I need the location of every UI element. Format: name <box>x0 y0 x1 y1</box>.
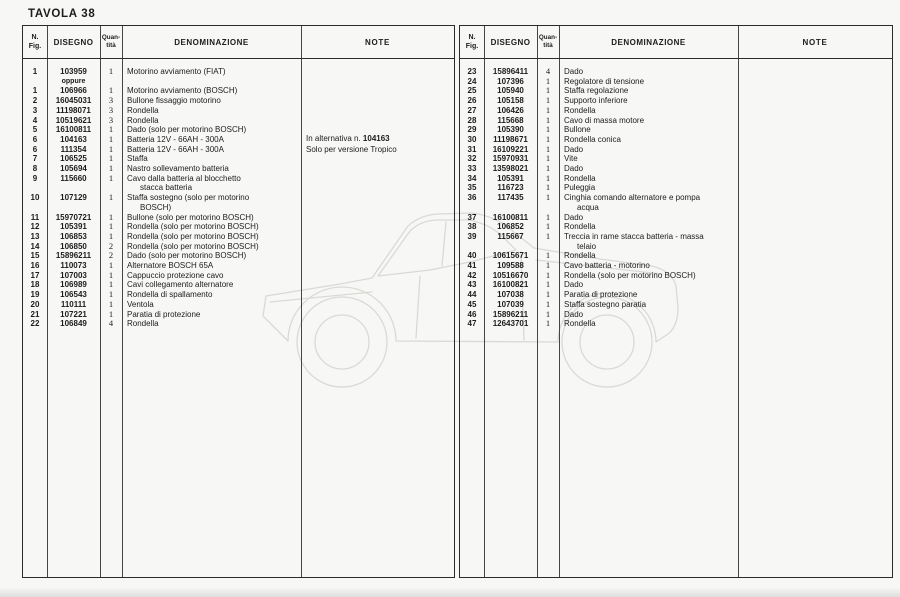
fig-cell: 31 <box>467 144 477 154</box>
denom-cell: Rondella <box>127 105 159 115</box>
qty-cell: 1 <box>108 279 114 290</box>
table-row <box>23 261 454 271</box>
table-row <box>460 310 892 320</box>
table-row <box>460 232 892 251</box>
fig-cell: 20 <box>30 299 40 309</box>
fig-cell: 17 <box>30 270 40 280</box>
column-header-fig <box>460 26 484 58</box>
fig-cell: 16 <box>30 261 40 271</box>
denom-cell: Cinghia comando alternatore e pompa acqua <box>559 193 892 212</box>
table-row <box>460 271 892 281</box>
denom-cell: Regolatore di tensione <box>564 76 645 86</box>
denom-cell: Bullone (solo per motorino BOSCH) <box>127 212 254 222</box>
qty-cell: 3 <box>108 114 114 125</box>
table-row <box>460 300 892 310</box>
disegno-alt-label: oppure <box>61 77 86 85</box>
column-header-qty-line1: Quan- <box>101 33 121 41</box>
table-row <box>460 174 892 184</box>
fig-cell: 21 <box>30 309 40 319</box>
fig-cell: 22 <box>30 319 40 329</box>
denom-cell: Cavo batteria - motorino <box>564 261 650 271</box>
fig-cell: 42 <box>467 270 477 280</box>
denom-cell: Rondella di spallamento <box>127 290 213 300</box>
qty-cell: 1 <box>108 133 114 144</box>
fig-cell: 1 <box>32 67 38 76</box>
qty-cell: 1 <box>108 85 114 96</box>
denom-cell: Rondella (solo per motorino BOSCH) <box>564 270 696 280</box>
table-row <box>460 125 892 135</box>
fig-cell: 44 <box>467 290 477 300</box>
table-row <box>23 271 454 281</box>
qty-cell: 1 <box>108 298 114 309</box>
fig-cell: 23 <box>467 67 477 76</box>
table-row <box>23 106 454 116</box>
disegno-cell: 106850 <box>60 241 87 251</box>
denom-cell: Dado <box>564 212 584 222</box>
fig-cell: 3 <box>32 105 38 115</box>
note-line2: Solo per versione Tropico <box>306 144 397 154</box>
qty-cell: 1 <box>545 75 551 86</box>
table-row <box>460 86 892 96</box>
qty-cell: 1 <box>545 172 551 183</box>
fig-cell: 46 <box>467 309 477 319</box>
fig-cell: 28 <box>467 115 477 125</box>
disegno-cell: 107003 <box>60 270 87 280</box>
note-prefix: In alternativa n. <box>306 134 363 143</box>
denom-cell: Motorino avviamento (FIAT) <box>127 67 226 76</box>
fig-cell: 30 <box>467 134 477 144</box>
page-title: TAVOLA 38 <box>28 8 96 20</box>
qty-cell: 1 <box>108 163 114 174</box>
table-row <box>23 319 454 329</box>
qty-cell: 1 <box>545 182 551 193</box>
denom-cell: Dado (solo per motorino BOSCH) <box>127 125 247 135</box>
column-header-qty <box>537 26 559 58</box>
disegno-cell: 106989 <box>60 280 87 290</box>
fig-cell: 25 <box>467 86 477 96</box>
fig-cell: 5 <box>32 125 38 135</box>
table-row <box>23 213 454 223</box>
parts-table-right <box>459 25 893 578</box>
denom-cell: Dado (solo per motorino BOSCH) <box>127 251 247 261</box>
fig-cell: 19 <box>30 290 40 300</box>
table-row <box>23 67 454 86</box>
table-row <box>23 154 454 164</box>
qty-cell: 1 <box>545 133 551 144</box>
disegno-cell: 11198671 <box>493 134 528 144</box>
table-row <box>23 116 454 126</box>
disegno-cell: 15970721 <box>55 212 92 222</box>
fig-cell: 36 <box>467 193 477 203</box>
table-row <box>460 290 892 300</box>
fig-cell: 18 <box>30 280 40 290</box>
column-header-fig-line2: Fig. <box>465 43 479 50</box>
disegno-cell: 10615671 <box>492 251 529 261</box>
fig-cell: 2 <box>32 96 38 106</box>
disegno-cell: 105940 <box>497 86 524 96</box>
table-row <box>460 96 892 106</box>
disegno-cell: 110111 <box>60 299 87 309</box>
disegno-cell: 106525 <box>60 154 87 164</box>
qty-cell: 1 <box>545 163 551 174</box>
fig-cell: 24 <box>467 76 477 86</box>
fig-cell: 37 <box>467 212 477 222</box>
denom-cell: Dado <box>564 280 584 290</box>
fig-cell: 14 <box>30 241 40 251</box>
disegno-cell: 15896211 <box>55 251 92 261</box>
fig-cell: 1 <box>32 86 38 96</box>
denom-cell: Cappuccio protezione cavo <box>127 270 224 280</box>
disegno-cell: 13598021 <box>492 164 529 174</box>
fig-cell: 11 <box>30 212 40 222</box>
table-row <box>23 251 454 261</box>
column-header-note: NOTE <box>802 37 828 47</box>
table-row <box>460 183 892 193</box>
denom-cell: Rondella (solo per motorino BOSCH) <box>127 241 259 251</box>
disegno-cell: 106849 <box>60 319 87 329</box>
qty-cell: 1 <box>545 279 551 290</box>
disegno-cell: 105390 <box>497 125 524 135</box>
disegno-cell: 115660 <box>60 173 87 183</box>
denom-cell: Cavo dalla batteria al blocchetto stacca batteria <box>122 174 454 193</box>
table-row <box>460 213 892 223</box>
column-header-disegno: DISEGNO <box>490 37 531 47</box>
table-row <box>23 164 454 174</box>
disegno-cell: 117435 <box>497 193 524 203</box>
fig-cell: 39 <box>467 231 477 241</box>
qty-cell: 1 <box>545 211 551 222</box>
column-header-disegno: DISEGNO <box>53 37 94 47</box>
disegno-cell: 16045031 <box>55 96 92 106</box>
disegno-cell: 103959 oppure <box>47 67 100 86</box>
fig-cell: 13 <box>30 231 40 241</box>
denom-cell: Rondella <box>564 251 596 261</box>
qty-cell: 1 <box>108 143 114 154</box>
table-row <box>460 280 892 290</box>
disegno-cell: 106966 <box>60 86 87 96</box>
fig-cell: 35 <box>467 183 477 193</box>
table-row <box>460 319 892 329</box>
disegno-cell: 106852 <box>497 222 524 232</box>
denom-cell: Treccia in rame stacca batteria - massa telaio <box>559 232 892 251</box>
qty-cell: 1 <box>545 124 551 135</box>
disegno-cell: 11198071 <box>56 105 91 115</box>
disegno-cell: 111354 <box>60 144 87 154</box>
fig-cell: 12 <box>30 222 40 232</box>
table-row <box>460 106 892 116</box>
denom-cell: Bullone fissaggio motorino <box>127 96 221 106</box>
table-row <box>460 261 892 271</box>
note-line1 <box>306 134 397 145</box>
disegno-cell: 105158 <box>497 96 524 106</box>
disegno-cell: 110073 <box>60 261 87 271</box>
denom-cell: Motorino avviamento (BOSCH) <box>127 86 238 96</box>
qty-cell: 1 <box>108 172 114 183</box>
column-header-qty-line2: tità <box>543 42 553 49</box>
denom-cell-line2: stacca batteria <box>140 183 193 193</box>
qty-cell: 1 <box>108 221 114 232</box>
column-header-fig <box>23 26 47 58</box>
qty-cell: 2 <box>108 250 114 261</box>
qty-cell: 1 <box>108 269 114 280</box>
table-row <box>460 116 892 126</box>
disegno-cell: 107396 <box>497 76 524 86</box>
disegno-cell: 115668 <box>497 115 524 125</box>
denom-cell: Staffa sostegno paratia <box>564 299 647 309</box>
fig-cell: 9 <box>32 173 38 183</box>
qty-cell: 1 <box>545 192 551 203</box>
qty-cell: 1 <box>108 260 114 271</box>
disegno-cell: 105391 <box>497 173 524 183</box>
fig-cell: 34 <box>467 173 477 183</box>
fig-cell: 26 <box>467 96 477 106</box>
table-row <box>460 193 892 212</box>
fig-cell: 32 <box>467 154 477 164</box>
table-row <box>460 135 892 145</box>
qty-cell: 1 <box>545 269 551 280</box>
qty-cell: 1 <box>545 289 551 300</box>
qty-cell: 1 <box>108 192 114 203</box>
denom-cell: Dado <box>564 309 584 319</box>
table-row <box>23 222 454 232</box>
qty-cell: 1 <box>545 143 551 154</box>
disegno-cell: 10516670 <box>492 270 529 280</box>
fig-cell: 38 <box>467 222 477 232</box>
fig-cell: 45 <box>467 299 477 309</box>
table-row <box>23 86 454 96</box>
denom-cell: Rondella conica <box>564 134 621 144</box>
table-row <box>23 280 454 290</box>
disegno-cell: 16100811 <box>55 125 92 135</box>
table-row <box>460 222 892 232</box>
denom-cell: Rondella (solo per motorino BOSCH) <box>127 222 259 232</box>
fig-cell: 43 <box>467 280 477 290</box>
qty-cell: 1 <box>545 250 551 261</box>
qty-cell: 4 <box>545 66 551 76</box>
qty-cell: 1 <box>545 298 551 309</box>
disegno-cell: 106426 <box>497 105 524 115</box>
denom-cell: Rondella <box>564 105 596 115</box>
denom-cell: Rondella (solo per motorino BOSCH) <box>127 231 259 241</box>
qty-cell: 4 <box>108 318 114 329</box>
scan-shadow <box>0 587 900 597</box>
disegno-cell: 107221 <box>60 309 87 319</box>
column-header-qty-line2: tità <box>106 42 116 49</box>
denom-cell-line2: BOSCH) <box>140 202 172 212</box>
fig-cell: 15 <box>30 251 40 261</box>
fig-cell: 7 <box>32 154 38 164</box>
qty-cell: 1 <box>545 318 551 329</box>
qty-cell: 1 <box>108 66 114 76</box>
table-row <box>23 310 454 320</box>
fig-cell: 40 <box>467 251 477 261</box>
disegno-cell: 15896211 <box>492 309 529 319</box>
table-row <box>460 154 892 164</box>
parts-table-left <box>22 25 455 578</box>
table-row <box>460 164 892 174</box>
table-row <box>23 242 454 252</box>
column-header-denominazione: DENOMINAZIONE <box>174 37 249 47</box>
note-part-number: 104163 <box>362 134 390 143</box>
disegno-cell: 15896411 <box>492 67 529 76</box>
table-row <box>460 77 892 87</box>
denom-cell: Ventola <box>127 299 154 309</box>
denom-cell-line2: telaio <box>577 241 597 251</box>
fig-cell: 6 <box>32 134 38 144</box>
qty-cell: 1 <box>108 308 114 319</box>
disegno-cell: 109588 <box>497 261 524 271</box>
qty-cell: 1 <box>545 260 551 271</box>
qty-cell: 1 <box>545 230 551 241</box>
column-header-fig-line2: Fig. <box>28 43 42 50</box>
column-header-qty <box>100 26 122 58</box>
disegno-cell: 116723 <box>497 183 524 193</box>
fig-cell: 41 <box>467 261 477 271</box>
qty-cell: 1 <box>108 211 114 222</box>
denom-cell: Rondella <box>564 173 596 183</box>
denom-cell: Puleggia <box>564 183 596 193</box>
table-rows <box>460 59 892 577</box>
disegno-cell: 105694 <box>60 164 87 174</box>
denom-cell: Paratia di protezione <box>127 309 201 319</box>
denom-cell: Rondella <box>564 319 596 329</box>
fig-cell: 33 <box>467 164 477 174</box>
table-row <box>460 67 892 77</box>
disegno-cell: 16109221 <box>492 144 529 154</box>
denom-cell: Dado <box>564 164 584 174</box>
column-header-denominazione: DENOMINAZIONE <box>611 37 686 47</box>
column-header-fig-line1: N. <box>468 33 476 41</box>
denom-cell: Bullone <box>564 125 591 135</box>
column-header-qty-line1: Quan- <box>538 33 558 41</box>
disegno-cell: 107039 <box>497 299 524 309</box>
denom-cell: Staffa sostegno (solo per motorino BOSCH) <box>122 193 454 212</box>
column-header-note: NOTE <box>364 37 391 47</box>
disegno-cell: 104163 <box>60 134 87 144</box>
denom-cell: Batteria 12V - 66AH - 300A <box>127 144 224 154</box>
denom-cell-line2: acqua <box>577 202 599 212</box>
denom-cell: Rondella <box>564 222 596 232</box>
denom-cell: Cavo di massa motore <box>564 115 645 125</box>
disegno-cell: 107129 <box>60 193 87 203</box>
disegno-cell: 16100821 <box>492 280 529 290</box>
denom-cell: Cavi collegamento alternatore <box>127 280 234 290</box>
table-row <box>23 290 454 300</box>
disegno-cell: 10519621 <box>55 115 92 125</box>
disegno-cell: 115667 <box>497 231 524 241</box>
fig-cell: 4 <box>32 115 38 125</box>
fig-cell: 8 <box>32 164 38 174</box>
qty-cell: 2 <box>108 240 114 251</box>
denom-cell: Alternatore BOSCH 65A <box>127 261 214 271</box>
denom-cell: Staffa <box>127 154 148 164</box>
fig-cell: 29 <box>467 125 477 135</box>
denom-cell: Dado <box>564 67 584 76</box>
table-row <box>23 300 454 310</box>
qty-cell: 1 <box>545 153 551 164</box>
fig-cell: 27 <box>467 105 477 115</box>
denom-cell: Batteria 12V - 66AH - 300A <box>127 134 224 144</box>
denom-cell: Rondella <box>127 115 159 125</box>
table-row <box>23 193 454 212</box>
column-header-fig-line1: N. <box>31 33 39 41</box>
denom-cell: Rondella <box>127 319 159 329</box>
qty-cell: 1 <box>545 104 551 115</box>
table-row <box>23 174 454 193</box>
qty-cell: 1 <box>545 95 551 106</box>
qty-cell: 1 <box>545 221 551 232</box>
qty-cell: 1 <box>545 308 551 319</box>
disegno-cell: 15970931 <box>492 154 529 164</box>
denom-cell: Vite <box>564 154 578 164</box>
fig-cell: 10 <box>30 193 40 203</box>
qty-cell: 1 <box>108 289 114 300</box>
qty-cell: 1 <box>108 124 114 135</box>
table-row <box>23 232 454 242</box>
qty-cell: 3 <box>108 104 114 115</box>
qty-cell: 3 <box>108 95 114 106</box>
denom-cell: Dado <box>564 144 584 154</box>
note-annotation <box>306 134 397 155</box>
disegno-cell: 16100811 <box>492 212 529 222</box>
disegno-cell: 107038 <box>497 290 524 300</box>
disegno-cell: 12643701 <box>492 319 529 329</box>
qty-cell: 1 <box>108 230 114 241</box>
table-row <box>460 251 892 261</box>
qty-cell: 1 <box>545 85 551 96</box>
denom-cell: Supporto inferiore <box>564 96 628 106</box>
disegno-cell: 105391 <box>60 222 87 232</box>
fig-cell: 47 <box>467 319 477 329</box>
qty-cell: 1 <box>108 153 114 164</box>
table-row <box>23 96 454 106</box>
fig-cell: 6 <box>32 144 38 154</box>
disegno-cell: 106853 <box>60 231 87 241</box>
denom-cell: Paratia di protezione <box>564 290 638 300</box>
denom-cell: Staffa regolazione <box>564 86 629 96</box>
disegno-cell: 106543 <box>60 290 87 300</box>
table-header <box>460 26 892 59</box>
table-header <box>23 26 454 59</box>
denom-cell: Nastro sollevamento batteria <box>127 164 229 174</box>
table-row <box>460 145 892 155</box>
qty-cell: 1 <box>545 114 551 125</box>
